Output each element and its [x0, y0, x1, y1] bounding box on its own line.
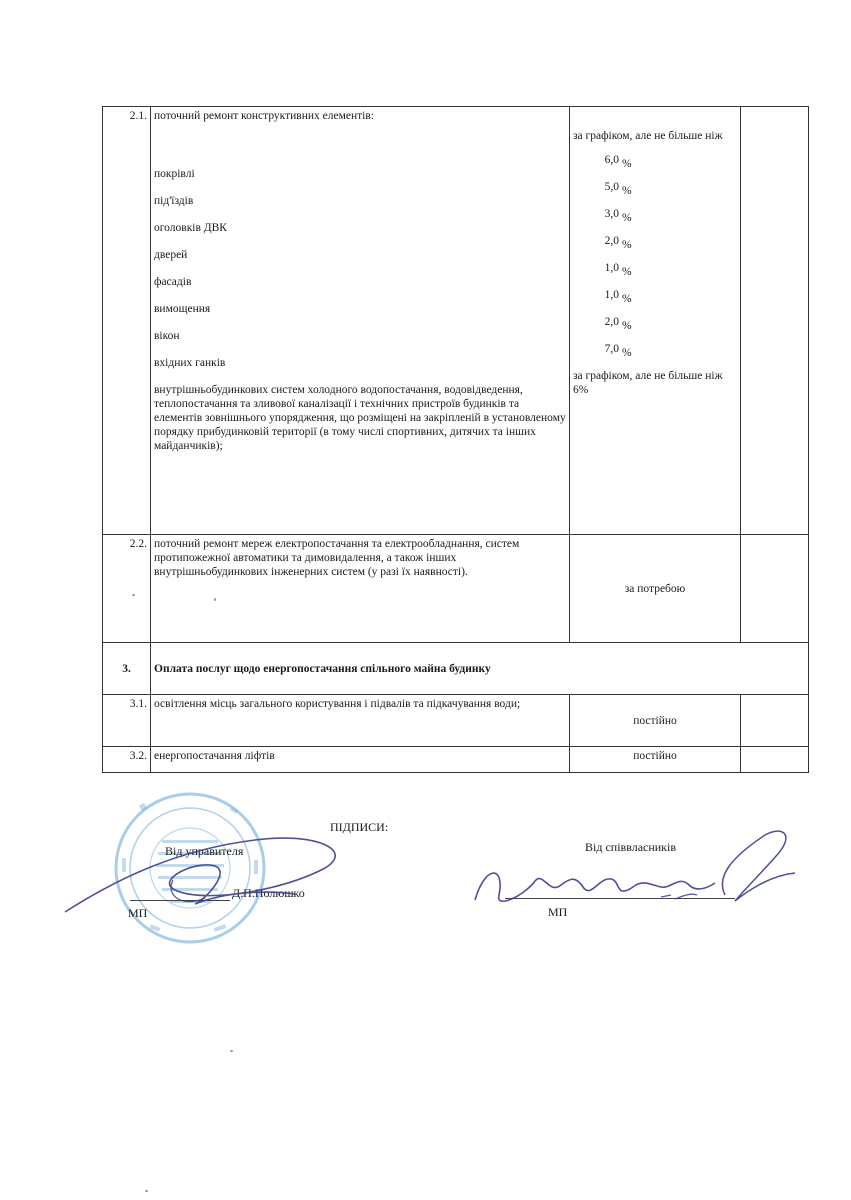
table-row-2-1: [103, 107, 809, 535]
percent-list: [573, 153, 737, 369]
percent-unit: %: [622, 266, 632, 278]
list-item: оголовків ДВК: [154, 222, 227, 234]
row-number: 3.2.: [103, 747, 151, 773]
list-item: фасадів: [154, 276, 192, 288]
co-owners-label: Від співвласників: [585, 840, 677, 854]
list-item: вхідних ганків: [154, 357, 226, 369]
section-heading: Оплата послуг щодо енергопостачання спільного майна будинку: [151, 643, 809, 695]
row-description: [151, 107, 570, 535]
signatures-title: ПІДПИСИ:: [330, 820, 389, 834]
services-table: [102, 106, 809, 773]
percent-unit: %: [622, 293, 632, 305]
percent-value: 2,0: [604, 235, 619, 247]
row-number: 2.2.: [103, 535, 151, 643]
percent-item: [573, 207, 737, 234]
percent-unit: %: [622, 185, 632, 197]
list-item: під'їздів: [154, 195, 194, 207]
section-number: 3.: [103, 643, 151, 695]
manager-name: Д.П.Полюшко: [232, 886, 305, 900]
percent-item: [573, 180, 737, 207]
percent-value: 5,0: [604, 181, 619, 193]
percent-item: [573, 288, 737, 315]
row-frequency: постійно: [570, 695, 741, 747]
percent-unit: %: [622, 158, 632, 170]
row-number: 3.1.: [103, 695, 151, 747]
row-description: енергопостачання ліфтів: [151, 747, 570, 773]
percent-value: 7,0: [604, 343, 619, 355]
list-item: вимощення: [154, 303, 211, 315]
list-item: дверей: [154, 249, 188, 261]
co-owners-seal-mark: МП: [548, 905, 568, 919]
percent-value: 1,0: [604, 262, 619, 274]
percent-item: [573, 342, 737, 369]
manager-label: Від управителя: [165, 844, 244, 858]
manager-seal-mark: МП: [128, 906, 148, 920]
subitems-list: [154, 167, 566, 383]
percent-value: 2,0: [604, 316, 619, 328]
row-empty-cell: [741, 695, 809, 747]
table-row-3-2: [103, 747, 809, 773]
row-empty-cell: [741, 107, 809, 535]
scan-speck: [214, 598, 216, 601]
percent-item: [573, 261, 737, 288]
row-frequency: за потребою: [570, 535, 741, 643]
table-row-3: [103, 643, 809, 695]
percent-item: [573, 234, 737, 261]
frequency-note: за графіком, але не більше ніж: [573, 130, 723, 142]
row-number: 2.1.: [103, 107, 151, 535]
percent-unit: %: [622, 212, 632, 224]
percent-value: 1,0: [604, 289, 619, 301]
scan-speck: [145, 1190, 148, 1192]
co-owners-signature-icon: [465, 815, 805, 925]
row-description: освітлення місць загального користування і підвалів та підкачування води;: [151, 695, 570, 747]
row-frequency: [570, 107, 741, 535]
percent-item: [573, 315, 737, 342]
internal-systems-frequency: за графіком, але не більше ніж 6%: [573, 370, 723, 396]
percent-value: 6,0: [604, 154, 619, 166]
manager-signature-icon: [55, 820, 355, 920]
percent-unit: %: [622, 320, 632, 332]
row-empty-cell: [741, 747, 809, 773]
table-row-3-1: [103, 695, 809, 747]
signatures-block: [0, 800, 851, 960]
percent-unit: %: [622, 239, 632, 251]
scan-speck: [230, 1050, 233, 1052]
row-description: поточний ремонт мереж електропостачання та електрообладнання, систем протипожежної автоматики та димовидалення, а також інших внутрішньобудинкових інженерних систем (у разі їх наявності).: [151, 535, 570, 643]
list-item: покрівлі: [154, 168, 195, 180]
scan-speck: [132, 594, 135, 596]
row-frequency: постійно: [570, 747, 741, 773]
percent-value: 3,0: [604, 208, 619, 220]
percent-unit: %: [622, 347, 632, 359]
list-item: вікон: [154, 330, 180, 342]
row-title: поточний ремонт конструктивних елементів:: [154, 110, 374, 122]
table-row-2-2: [103, 535, 809, 643]
percent-item: [573, 153, 737, 180]
row-empty-cell: [741, 535, 809, 643]
internal-systems-text: внутрішньобудинкових систем холодного водопостачання, водовідведення, теплопостачання та зливової каналізації і технічних пристроїв будинків та елементів зовнішнього упорядження, що розміщені на закріпленій в установленому порядку прибудинковій території (в тому числі спортивних, дитячих та інших майданчиків);: [154, 384, 566, 452]
